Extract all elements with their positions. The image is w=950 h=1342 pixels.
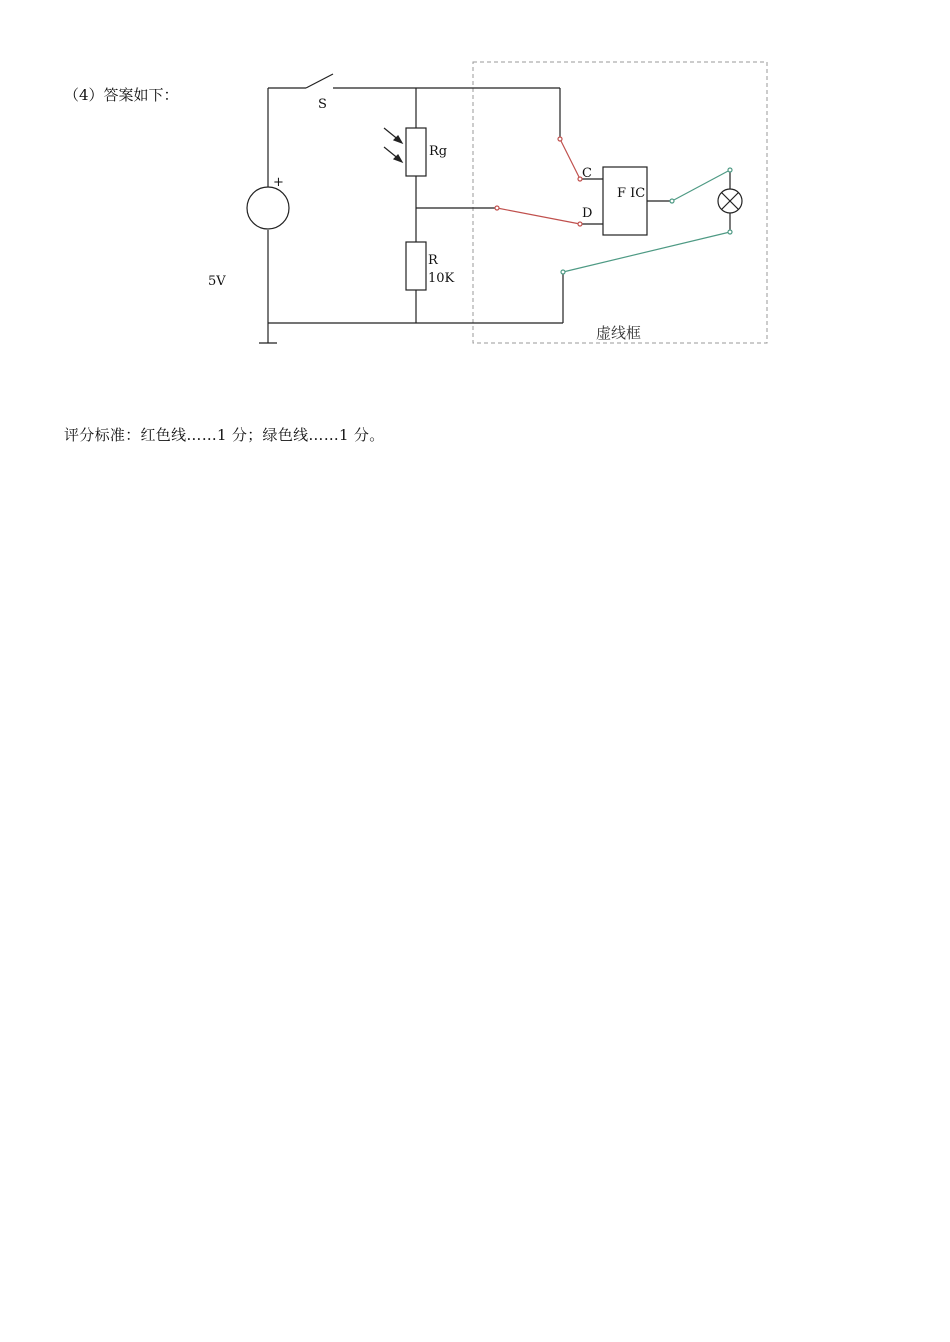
- ic-label: F IC: [617, 186, 646, 201]
- resistor-label: R: [428, 253, 438, 268]
- switch-label: S: [318, 97, 327, 112]
- red-wires: [497, 139, 580, 224]
- source-polarity-label: +: [273, 175, 284, 190]
- dashed-box-label: 虚线框: [596, 324, 642, 342]
- ic-block: [603, 167, 647, 235]
- scoring-criteria: 评分标准：红色线……1 分；绿色线……1 分。: [64, 426, 385, 444]
- pin-c-label: C: [582, 166, 592, 181]
- resistor-value-label: 10K: [428, 271, 455, 286]
- photoresistor-label: Rg: [429, 144, 448, 159]
- answer-heading: （4）答案如下：: [64, 86, 179, 104]
- lamp-icon: [718, 189, 742, 213]
- voltage-source: [247, 187, 289, 229]
- voltage-label: 5V: [208, 274, 226, 289]
- resistor: [406, 242, 426, 290]
- circuit-diagram: [0, 0, 950, 420]
- photoresistor: [406, 128, 426, 176]
- pin-d-label: D: [582, 206, 593, 221]
- light-arrows-icon: [384, 128, 402, 162]
